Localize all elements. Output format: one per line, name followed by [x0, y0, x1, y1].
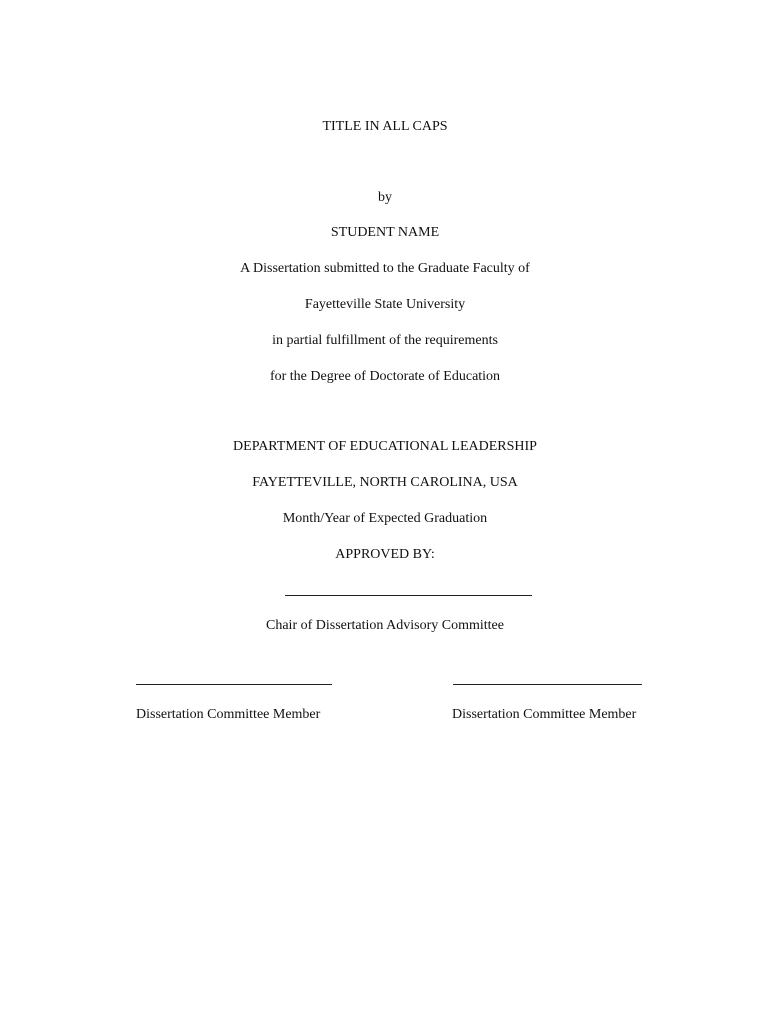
degree-statement: for the Degree of Doctorate of Education [269, 369, 501, 384]
chair-signature-line [285, 595, 532, 596]
member-left-signature-line [136, 684, 332, 685]
department-name: DEPARTMENT OF EDUCATIONAL LEADERSHIP [233, 439, 537, 454]
submission-statement: A Dissertation submitted to the Graduate Faculty of [240, 261, 530, 276]
fulfillment-statement: in partial fulfillment of the requirements [272, 333, 498, 348]
location: FAYETTEVILLE, NORTH CAROLINA, USA [252, 475, 518, 490]
member-left-signature-label: Dissertation Committee Member [136, 707, 321, 722]
university-name: Fayetteville State University [304, 297, 466, 312]
member-right-signature-label: Dissertation Committee Member [452, 707, 637, 722]
member-right-signature-line [453, 684, 642, 685]
student-name: STUDENT NAME [330, 225, 440, 240]
approved-by-heading: APPROVED BY: [335, 547, 435, 562]
graduation-date: Month/Year of Expected Graduation [282, 511, 488, 526]
document-title: TITLE IN ALL CAPS [322, 119, 448, 134]
chair-signature-label: Chair of Dissertation Advisory Committee [266, 618, 504, 633]
by-text: by [378, 190, 392, 205]
